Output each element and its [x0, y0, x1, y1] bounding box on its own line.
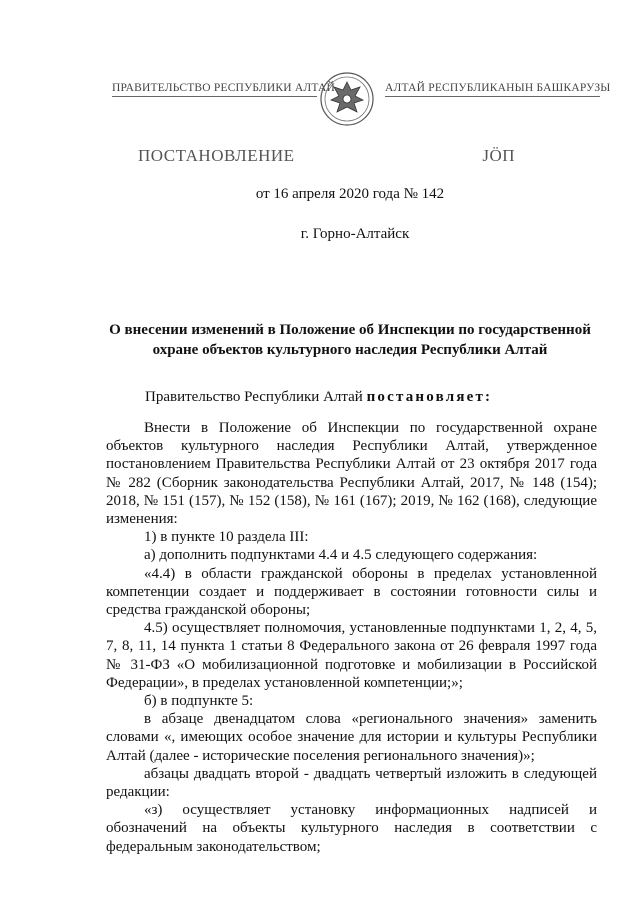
doc-type-ru: ПОСТАНОВЛЕНИЕ [138, 146, 295, 165]
document-title [100, 320, 600, 360]
intro-line [145, 389, 492, 406]
paragraph: «4.4) в области гражданской обороны в пределах установленной компетенции создает и поддерживает в состоянии готовности силы и средства гражданской обороны; [106, 565, 597, 619]
government-name-ru: ПРАВИТЕЛЬСТВО РЕСПУБЛИКИ АЛТАЙ [112, 82, 317, 97]
city: г. Горно-Алтайск [300, 226, 410, 242]
paragraph: 1) в пункте 10 раздела III: [144, 529, 309, 546]
paragraph: абзацы двадцать второй - двадцать четвертый изложить в следующей редакции: [106, 765, 597, 801]
doc-type-alt: ЈӦП [482, 146, 515, 165]
title-line-1: О внесении изменений в Положение об Инспекции по государственной [109, 322, 591, 338]
paragraph: Внести в Положение об Инспекции по государственной охране объектов культурного наследия Республики Алтай, утвержденное постановлением Правительства Республики Алтай от 23 октября 2017 года № 282 (Сборник законодательства Республики Алтай, 2017, № 148 (154); 2018, № 151 (157), № 152 (158), № 161 (167); 2019, № 162 (168), следующие изменения: [106, 420, 597, 528]
intro-prefix: Правительство Республики Алтай [145, 389, 367, 405]
paragraph: «з) осуществляет установку информационных надписей и обозначений на объекты культурного наследия в соответствии с федеральным законодательством; [106, 802, 597, 855]
government-name-alt: АЛТАЙ РЕСПУБЛИКАНЫН БАШКАРУЗЫ [385, 82, 600, 97]
title-line-2: охране объектов культурного наследия Республики Алтай [152, 342, 548, 358]
paragraph: а) дополнить подпунктами 4.4 и 4.5 следующего содержания: [144, 547, 538, 564]
paragraph: в абзаце двенадцатом слова «регионального значения» заменить словами «, имеющих особое значение для истории и культуры Республики Алтай (далее - исторические поселения регионального значения)»; [106, 711, 597, 764]
date-number: от 16 апреля 2020 года № 142 [255, 186, 445, 202]
paragraph: 4.5) осуществляет полномочия, установленные подпунктами 1, 2, 4, 5, 7, 8, 11, 14 пункта 1 статьи 8 Федерального закона от 26 февраля 1997 года № 31-ФЗ «О мобилизационной подготовке и мобилизации в Российской Федерации», в пределах установленной компетенции;»; [106, 620, 597, 691]
document-body [106, 419, 597, 856]
document-type [138, 146, 515, 166]
paragraph: б) в подпункте 5: [144, 693, 254, 710]
intro-verb: постановляет: [366, 389, 493, 405]
coat-of-arms-emblem-icon [318, 70, 376, 128]
